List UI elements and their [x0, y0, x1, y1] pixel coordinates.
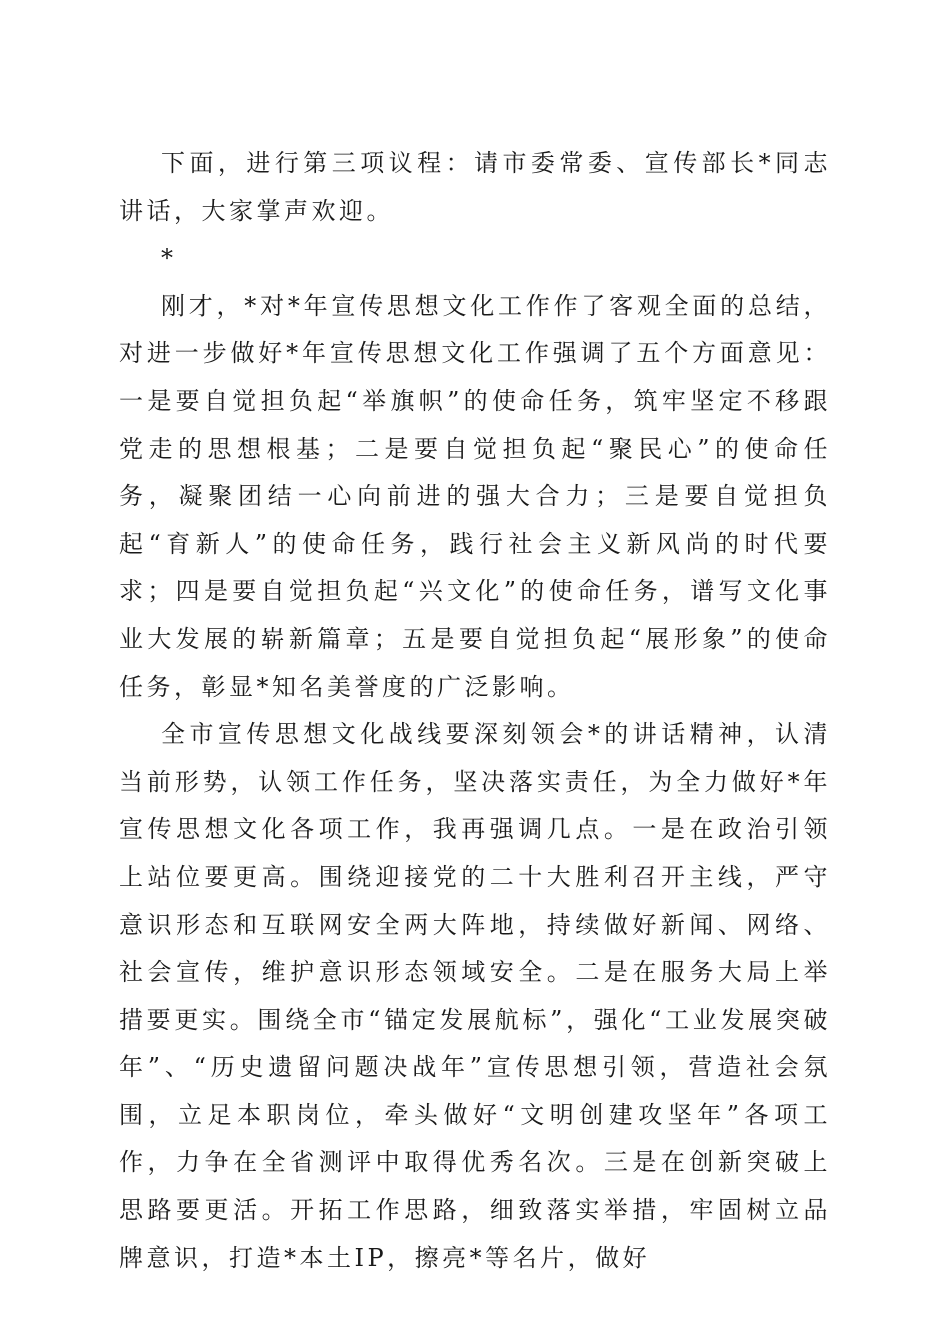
paragraph-agenda: 下面，进行第三项议程：请市委常委、宣传部长*同志讲话，大家掌声欢迎。: [119, 149, 831, 225]
speaker-marker: *: [161, 244, 177, 273]
paragraph-emphasis: 全市宣传思想文化战线要深刻领会*的讲话精神，认清当前形势，认领工作任务，坚决落实责任，为全力做好*年宣传思想文化各项工作，我再强调几点。一是在政治引领上站位要更高。围绕迎接党的二十大胜利召开主线，严守意识形态和互联网安全两大阵地，持续做好新闻、网络、社会宣传，维护意识形态领域安全。二是在服务大局上举措要更实。围绕全市“锚定发展航标”，强化“工业发展突破年”、“历史遗留问题决战年”宣传思想引领，营造社会氛围，立足本职岗位，牵头做好“文明创建攻坚年”各项工作，力争在全省测评中取得优秀名次。三是在创新突破上思路要更活。开拓工作思路，细致落实举措，牢固树立品牌意识，打造*本土IP，擦亮*等名片，做好: [119, 720, 831, 1272]
paragraph-summary: 刚才，*对*年宣传思想文化工作作了客观全面的总结，对进一步做好*年宣传思想文化工作强调了五个方面意见：一是要自觉担负起“举旗帜”的使命任务，筑牢坚定不移跟党走的思想根基；二是要自觉担负起“聚民心”的使命任务，凝聚团结一心向前进的强大合力；三是要自觉担负起“育新人”的使命任务，践行社会主义新风尚的时代要求；四是要自觉担负起“兴文化”的使命任务，谱写文化事业大发展的崭新篇章；五是要自觉担负起“展形象”的使命任务，彰显*知名美誉度的广泛影响。: [119, 291, 831, 701]
speech-text: [119, 140, 831, 1282]
